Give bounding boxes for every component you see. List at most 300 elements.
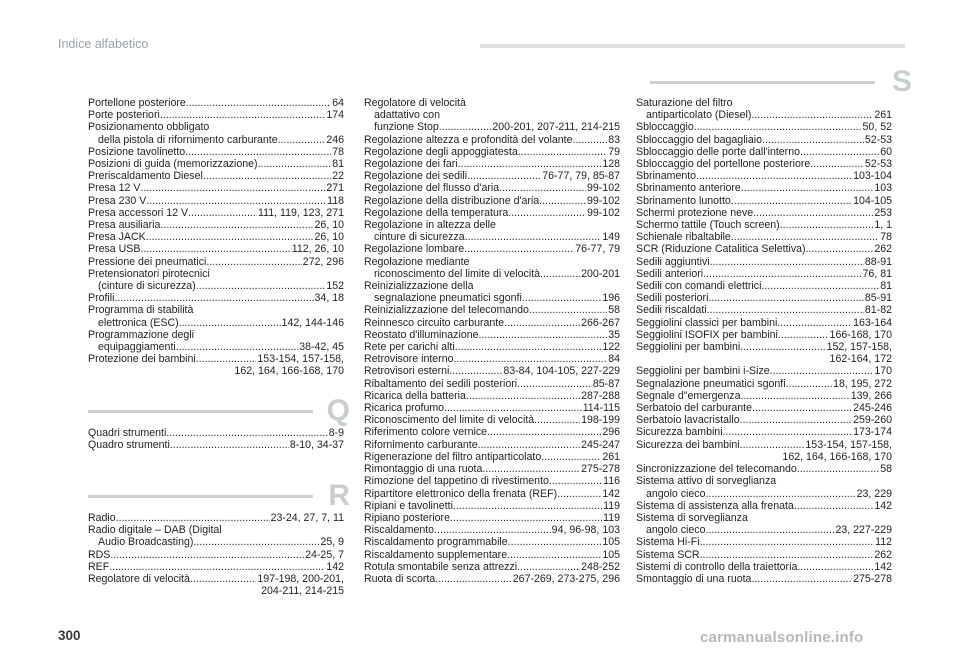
index-entry bbox=[364, 158, 620, 170]
index-entry bbox=[364, 500, 620, 512]
dot-leader bbox=[700, 549, 874, 561]
dot-leader bbox=[708, 292, 863, 304]
entry-term: Presa accessori 12 V bbox=[88, 206, 189, 219]
index-entry bbox=[636, 439, 892, 463]
entry-term: Quadro strumenti bbox=[88, 439, 170, 452]
index-entry bbox=[88, 512, 344, 524]
entry-row bbox=[364, 365, 620, 377]
dot-leader bbox=[761, 280, 879, 292]
entry-pages: 99-102 bbox=[587, 182, 620, 195]
entry-term: Regolazione del flusso d'aria bbox=[364, 182, 500, 195]
index-entry bbox=[364, 353, 620, 365]
entry-row bbox=[364, 390, 620, 402]
dot-leader bbox=[731, 195, 852, 207]
index-entry bbox=[364, 463, 620, 475]
entry-term: Ruota di scorta bbox=[364, 572, 436, 585]
dot-leader bbox=[723, 426, 853, 438]
entry-pages: 197-198, 200-201, bbox=[257, 573, 344, 586]
entry-row bbox=[88, 146, 344, 158]
section-header-q bbox=[88, 394, 350, 427]
index-entry bbox=[364, 195, 620, 207]
entry-term: Sicurezza bambini bbox=[636, 426, 723, 439]
index-entry bbox=[364, 317, 620, 329]
entry-pages: 170 bbox=[874, 365, 892, 378]
entry-pages: 22 bbox=[332, 170, 344, 183]
entry-pages-continued: 204-211, 214-215 bbox=[261, 585, 344, 598]
entry-row bbox=[88, 341, 344, 353]
dot-leader bbox=[710, 256, 864, 268]
index-entry bbox=[364, 561, 620, 573]
entry-row bbox=[88, 536, 344, 548]
entry-pages: 152, 157-158, bbox=[826, 341, 892, 354]
dot-leader bbox=[196, 353, 257, 365]
entry-row bbox=[636, 256, 892, 268]
dot-leader bbox=[557, 488, 601, 500]
index-entry bbox=[88, 207, 344, 219]
entry-term: Rimozione del tappetino di rivestimento bbox=[364, 475, 549, 488]
entry-row bbox=[636, 158, 892, 170]
entry-row bbox=[636, 280, 892, 292]
index-entry bbox=[636, 158, 892, 170]
entry-term: Pretensionatori pirotecnici bbox=[88, 267, 210, 280]
dot-leader bbox=[786, 378, 832, 390]
entry-row bbox=[364, 341, 620, 353]
entry-row bbox=[364, 451, 620, 463]
index-entry bbox=[636, 378, 892, 390]
dot-leader bbox=[196, 280, 326, 292]
index-entry bbox=[88, 304, 344, 328]
dot-leader bbox=[179, 317, 281, 329]
entry-term: Sincronizzazione del telecomando bbox=[636, 463, 797, 476]
entry-pages: 76-77, 79, 85-87 bbox=[542, 170, 620, 183]
dot-leader bbox=[140, 182, 325, 194]
entry-subline: Audio Broadcasting) bbox=[98, 536, 194, 549]
entry-term: RDS bbox=[88, 548, 111, 561]
entry-pages: 26, 10 bbox=[314, 219, 344, 232]
dot-leader bbox=[507, 549, 601, 561]
entry-pages: 78 bbox=[880, 231, 892, 244]
entry-row bbox=[636, 219, 892, 231]
entry-row bbox=[636, 207, 892, 219]
index-column-r-continued bbox=[364, 97, 620, 585]
index-entry bbox=[636, 268, 892, 280]
index-entry bbox=[636, 426, 892, 438]
entry-row bbox=[636, 573, 892, 585]
index-entry bbox=[364, 365, 620, 377]
entry-row bbox=[636, 243, 892, 255]
entry-row bbox=[88, 573, 344, 585]
index-entry bbox=[636, 573, 892, 585]
entry-row bbox=[88, 231, 344, 243]
entry-row bbox=[636, 292, 892, 304]
entry-term: Seggiolini per bambini i-Size bbox=[636, 365, 770, 378]
entry-pages: 173-174 bbox=[853, 426, 892, 439]
index-entry bbox=[364, 549, 620, 561]
dot-leader bbox=[529, 304, 607, 316]
index-entry bbox=[88, 195, 344, 207]
index-entry bbox=[364, 304, 620, 316]
entry-pages: 52-53 bbox=[864, 158, 892, 171]
entry-pages: 83-84, 104-105, 227-229 bbox=[503, 365, 620, 378]
entry-pages: 196 bbox=[602, 292, 620, 305]
entry-row bbox=[88, 292, 344, 304]
entry-pages: 122 bbox=[602, 341, 620, 354]
entry-pages: 78 bbox=[332, 145, 344, 158]
site-watermark: carmanualsonline.info bbox=[700, 629, 864, 646]
dot-leader bbox=[751, 109, 873, 121]
entry-term: Ricarica della batteria bbox=[364, 389, 466, 402]
dot-leader bbox=[203, 170, 331, 182]
dot-leader bbox=[278, 134, 326, 146]
entry-term: Posizionamento obbligato bbox=[88, 121, 210, 134]
entry-subline: elettronica (ESC) bbox=[98, 316, 179, 329]
index-entry bbox=[636, 256, 892, 268]
entry-subline: riconoscimento del limite di velocità bbox=[374, 267, 541, 280]
entry-row bbox=[88, 182, 344, 194]
dot-leader bbox=[508, 207, 586, 219]
entry-term: Sedili aggiuntivi bbox=[636, 255, 710, 268]
index-entry bbox=[88, 146, 344, 158]
entry-term: Riscaldamento programmabile bbox=[364, 536, 508, 549]
index-entry bbox=[88, 256, 344, 268]
entry-row bbox=[364, 512, 620, 524]
entry-pages: 200-201, 207-211, 214-215 bbox=[492, 121, 620, 134]
index-entry bbox=[636, 304, 892, 316]
dot-leader bbox=[193, 536, 319, 548]
entry-pages: 88-91 bbox=[864, 255, 892, 268]
dot-leader bbox=[797, 561, 873, 573]
index-entry bbox=[364, 426, 620, 438]
entry-pages: 99-102 bbox=[587, 194, 620, 207]
entry-pages: 142 bbox=[874, 499, 892, 512]
entry-row bbox=[636, 463, 892, 475]
entry-term: Presa 12 V bbox=[88, 182, 141, 195]
entry-pages: 105 bbox=[602, 548, 620, 561]
index-entry bbox=[636, 195, 892, 207]
dot-leader bbox=[146, 231, 314, 243]
entry-term: Rigenerazione del filtro antiparticolato bbox=[364, 450, 542, 463]
entry-row bbox=[364, 378, 620, 390]
entry-term: Regolazione altezza e profondità del volante bbox=[364, 133, 573, 146]
index-entry bbox=[636, 243, 892, 255]
entry-pages: 118 bbox=[327, 194, 344, 207]
entry-term: Regolazione degli appoggiatesta bbox=[364, 145, 518, 158]
dot-leader bbox=[731, 231, 879, 243]
entry-pages: 34, 18 bbox=[314, 292, 344, 305]
entry-term: Reostato d'illuminazione bbox=[364, 328, 479, 341]
dot-leader bbox=[450, 512, 602, 524]
entry-pages: 25, 9 bbox=[320, 536, 344, 549]
entry-row bbox=[636, 500, 892, 512]
dot-leader bbox=[806, 243, 874, 255]
entry-term: Quadri strumenti bbox=[88, 427, 167, 439]
dot-leader bbox=[444, 402, 582, 414]
entry-term: Regolazione in altezza delle bbox=[364, 219, 496, 232]
dot-leader bbox=[534, 414, 580, 426]
entry-row bbox=[364, 292, 620, 304]
dot-leader bbox=[160, 109, 325, 121]
entry-term: Preriscaldamento Diesel bbox=[88, 170, 203, 183]
entry-row bbox=[364, 207, 620, 219]
dot-leader bbox=[434, 524, 551, 536]
entry-term: Sistemi di controllo della traiettoria bbox=[636, 560, 798, 573]
entry-subline: antiparticolato (Diesel) bbox=[646, 109, 752, 122]
entry-row bbox=[364, 329, 620, 341]
entry-pages: 139, 266 bbox=[850, 389, 892, 402]
index-entry bbox=[364, 146, 620, 158]
entry-row bbox=[88, 512, 344, 524]
index-entry bbox=[364, 512, 620, 524]
entry-pages: 142, 144-146 bbox=[281, 316, 344, 329]
entry-pages: 35 bbox=[608, 328, 620, 341]
entry-pages: 267-269, 273-275, 296 bbox=[512, 572, 620, 585]
entry-pages: 76, 81 bbox=[862, 267, 892, 280]
entry-row bbox=[636, 195, 892, 207]
entry-pages: 253 bbox=[874, 206, 892, 219]
entry-term: Regolazione dei sedili bbox=[364, 170, 468, 183]
entry-row bbox=[636, 182, 892, 194]
entry-pages: 50, 52 bbox=[862, 121, 892, 134]
entry-term: Sistema SCR bbox=[636, 548, 700, 561]
entry-row bbox=[88, 256, 344, 268]
entry-row bbox=[636, 524, 892, 536]
index-entry bbox=[636, 390, 892, 402]
entry-pages: 259-260 bbox=[853, 414, 892, 427]
entry-pages: 111, 119, 123, 271 bbox=[257, 206, 344, 219]
entry-term: Serbatoio del carburante bbox=[636, 402, 753, 415]
entry-pages: 149 bbox=[602, 231, 620, 244]
entry-term: Rifornimento carburante bbox=[364, 438, 478, 451]
entry-pages: 105 bbox=[602, 536, 620, 549]
entry-term: Profili bbox=[88, 292, 115, 305]
entry-row bbox=[364, 158, 620, 170]
entry-subline: angolo cieco bbox=[646, 524, 706, 537]
index-entry bbox=[364, 390, 620, 402]
entry-pages: 23, 229 bbox=[856, 487, 892, 500]
entry-row bbox=[364, 146, 620, 158]
entry-row bbox=[364, 536, 620, 548]
index-entry bbox=[88, 524, 344, 548]
entry-term: Retrovisori esterni bbox=[364, 365, 450, 378]
section-header-s bbox=[650, 65, 912, 98]
index-entry bbox=[88, 549, 344, 561]
entry-subline: angolo cieco bbox=[646, 487, 706, 500]
entry-pages: 287-288 bbox=[581, 389, 620, 402]
entry-pages: 58 bbox=[608, 304, 620, 317]
entry-subline: della pistola di rifornimento carburante bbox=[98, 133, 278, 146]
index-entry bbox=[364, 219, 620, 243]
entry-term: Portellone posteriore bbox=[88, 97, 186, 109]
dot-leader bbox=[707, 304, 864, 316]
index-entry bbox=[364, 439, 620, 451]
index-entry bbox=[364, 341, 620, 353]
entry-pages: 119 bbox=[603, 499, 620, 512]
index-entry bbox=[364, 97, 620, 134]
entry-subline: equipaggiamenti bbox=[98, 341, 176, 354]
entry-term: Riscaldamento supplementare bbox=[364, 548, 508, 561]
index-entry bbox=[88, 97, 344, 109]
dot-leader bbox=[166, 427, 327, 439]
dot-leader bbox=[762, 134, 864, 146]
page-number: 300 bbox=[58, 628, 81, 643]
index-entry bbox=[636, 341, 892, 365]
entry-term: Ripiano posteriore bbox=[364, 511, 450, 524]
entry-term: Sistema Hi-Fi bbox=[636, 536, 700, 549]
index-entry bbox=[636, 402, 892, 414]
entry-row bbox=[88, 207, 344, 219]
index-entry bbox=[636, 561, 892, 573]
entry-pages: 85-87 bbox=[592, 377, 620, 390]
index-entry bbox=[636, 280, 892, 292]
dot-leader bbox=[751, 573, 852, 585]
dot-leader bbox=[539, 195, 586, 207]
entry-pages: 245-246 bbox=[853, 402, 892, 415]
entry-term: Presa 230 V bbox=[88, 194, 147, 207]
entry-row bbox=[364, 134, 620, 146]
entry-pages: 271 bbox=[326, 182, 344, 195]
entry-row bbox=[636, 402, 892, 414]
entry-row bbox=[636, 561, 892, 573]
entry-pages: 1, 1 bbox=[874, 219, 892, 232]
entry-term: Sedili con comandi elettrici bbox=[636, 280, 762, 293]
entry-row bbox=[636, 426, 892, 438]
entry-term: Sistema di sorveglianza bbox=[636, 511, 748, 524]
entry-row bbox=[88, 439, 344, 451]
dot-leader bbox=[573, 134, 608, 146]
entry-row bbox=[636, 365, 892, 377]
entry-term: Regolazione della distribuzione d'aria bbox=[364, 194, 540, 207]
entry-term: Regolazione mediante bbox=[364, 255, 470, 268]
entry-term: Presa USB bbox=[88, 243, 141, 256]
entry-term: Schermi protezione neve bbox=[636, 206, 754, 219]
index-entry bbox=[88, 243, 344, 255]
entry-pages: 24-25, 7 bbox=[305, 548, 344, 561]
dot-leader bbox=[206, 256, 301, 268]
dot-leader bbox=[190, 573, 257, 585]
section-header-r bbox=[88, 479, 350, 512]
entry-term: Sistema attivo di sorveglianza bbox=[636, 475, 777, 488]
entry-term: Posizione tavolinetto bbox=[88, 145, 186, 158]
entry-term: Presa JACK bbox=[88, 231, 146, 244]
entry-pages-continued: 162-164, 172 bbox=[829, 353, 892, 366]
dot-leader bbox=[541, 451, 601, 463]
dot-leader bbox=[467, 170, 541, 182]
entry-pages: 296 bbox=[602, 426, 620, 439]
entry-row bbox=[636, 329, 892, 341]
entry-term: Segnale d"emergenza bbox=[636, 389, 741, 402]
section-letter-r: R bbox=[328, 479, 350, 512]
index-entry bbox=[636, 292, 892, 304]
entry-row bbox=[636, 231, 892, 243]
index-entry bbox=[636, 134, 892, 146]
entry-row bbox=[88, 134, 344, 146]
index-entry bbox=[636, 182, 892, 194]
entry-row bbox=[636, 170, 892, 182]
index-entry bbox=[88, 439, 344, 451]
index-entry bbox=[636, 219, 892, 231]
index-entry bbox=[636, 329, 892, 341]
entry-row bbox=[636, 268, 892, 280]
entry-row bbox=[636, 304, 892, 316]
entry-row bbox=[364, 549, 620, 561]
entry-term: Regolazione della temperatura bbox=[364, 206, 509, 219]
index-entry bbox=[88, 292, 344, 304]
entry-row bbox=[636, 134, 892, 146]
entry-term: Porte posteriori bbox=[88, 109, 160, 122]
entry-pages: 94, 96-98, 103 bbox=[551, 524, 620, 537]
entry-pages: 153-154, 157-158, bbox=[805, 438, 892, 451]
entry-term: Sedili riscaldati bbox=[636, 304, 707, 317]
dot-leader bbox=[140, 243, 290, 255]
entry-pages: 261 bbox=[874, 109, 892, 122]
dot-leader bbox=[487, 426, 601, 438]
entry-row bbox=[636, 146, 892, 158]
dot-leader bbox=[453, 500, 602, 512]
dot-leader bbox=[170, 439, 289, 451]
entry-pages: 116 bbox=[603, 475, 620, 488]
entry-pages: 23-24, 27, 7, 11 bbox=[270, 512, 344, 524]
index-entry bbox=[636, 549, 892, 561]
index-entry bbox=[88, 427, 344, 439]
entry-term: Presa ausiliaria bbox=[88, 219, 161, 232]
entry-pages: 81-82 bbox=[864, 304, 892, 317]
index-entry bbox=[636, 463, 892, 475]
dot-leader bbox=[435, 573, 512, 585]
page-header-title: Indice alfabetico bbox=[58, 37, 149, 51]
entry-pages: 166-168, 170 bbox=[829, 328, 892, 341]
entry-pages: 84 bbox=[608, 353, 620, 366]
entry-row bbox=[364, 170, 620, 182]
entry-row bbox=[636, 109, 892, 121]
dot-leader bbox=[740, 341, 825, 353]
entry-term: Schermo tattile (Touch screen) bbox=[636, 219, 780, 232]
entry-row bbox=[364, 463, 620, 475]
index-entry bbox=[364, 329, 620, 341]
entry-pages: 119 bbox=[603, 511, 620, 524]
index-entry bbox=[88, 561, 344, 573]
dot-leader bbox=[752, 402, 852, 414]
dot-leader bbox=[703, 268, 861, 280]
dot-leader bbox=[449, 365, 502, 377]
entry-row bbox=[88, 280, 344, 292]
index-entry bbox=[88, 329, 344, 353]
entry-term: Seggiolini classici per bambini bbox=[636, 316, 778, 329]
entry-row bbox=[636, 317, 892, 329]
index-entry bbox=[88, 170, 344, 182]
entry-row bbox=[636, 549, 892, 561]
index-entry bbox=[636, 170, 892, 182]
entry-row bbox=[88, 97, 344, 109]
dot-leader bbox=[706, 488, 856, 500]
entry-term: Seggiolini per bambini bbox=[636, 341, 741, 354]
entry-row bbox=[88, 561, 344, 573]
section-letter-q: Q bbox=[326, 394, 350, 427]
entry-term: Programma di stabilità bbox=[88, 304, 194, 317]
entry-row bbox=[364, 268, 620, 280]
section-divider bbox=[650, 81, 875, 84]
entry-subline: (cinture di sicurezza) bbox=[98, 280, 196, 293]
entry-pages: 200-201 bbox=[581, 267, 620, 280]
index-entry bbox=[636, 475, 892, 499]
index-entry bbox=[88, 268, 344, 292]
entry-row bbox=[88, 317, 344, 329]
entry-term: Smontaggio di una ruota bbox=[636, 572, 752, 585]
index-entry bbox=[636, 317, 892, 329]
index-entry bbox=[364, 378, 620, 390]
dot-leader bbox=[770, 365, 874, 377]
dot-leader bbox=[549, 475, 602, 487]
dot-leader bbox=[522, 292, 601, 304]
